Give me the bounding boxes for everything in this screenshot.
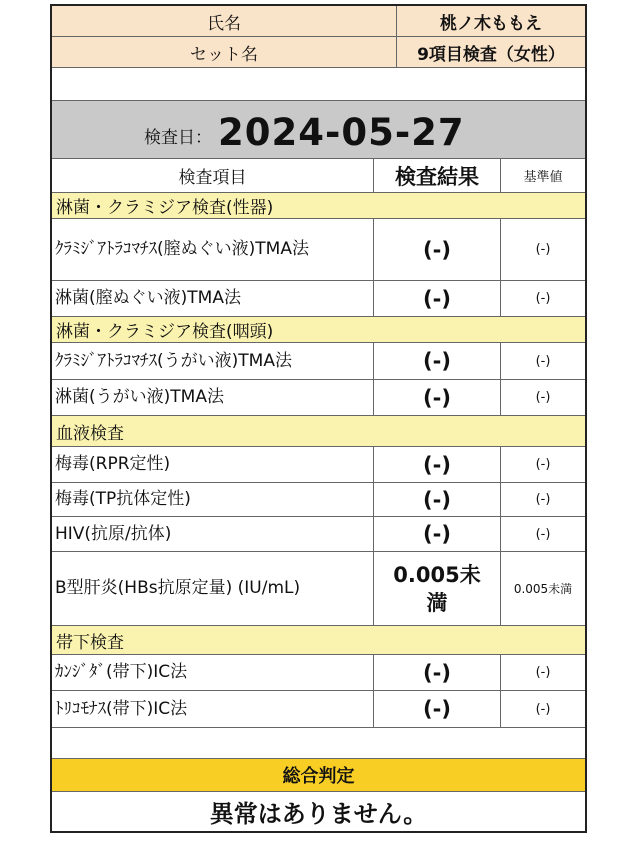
spacer-row [52, 68, 585, 101]
reference-value: (-) [535, 701, 551, 717]
section-header [52, 416, 585, 447]
reference-value: (-) [535, 526, 551, 542]
test-item: 梅毒(TP抗体定性) [52, 483, 374, 516]
table-row [52, 552, 585, 626]
section-title: 血液検査 [56, 423, 124, 444]
test-item: ｸﾗﾐｼﾞｱﾄﾗｺﾏﾁｽ(膣ぬぐい液)TMA法 [52, 219, 374, 280]
reference-value: 0.005未満 [513, 582, 573, 596]
table-row [52, 380, 585, 416]
column-result: 検査結果 [374, 159, 501, 192]
test-result: 0.005未満 [374, 552, 501, 625]
spacer-row [52, 728, 585, 759]
exam-date-row [52, 101, 585, 159]
test-result: (-) [374, 517, 501, 551]
name-row [52, 6, 585, 37]
test-item: 淋菌(膣ぬぐい液)TMA法 [52, 281, 374, 316]
column-reference: 基準値 [523, 170, 563, 185]
reference-value: (-) [535, 291, 551, 306]
test-item: ｶﾝｼﾞﾀﾞ(帯下)IC法 [52, 655, 374, 690]
table-row [52, 691, 585, 728]
column-header-row [52, 159, 585, 193]
test-result: (-) [374, 655, 501, 690]
test-result: (-) [374, 691, 501, 727]
set-row [52, 37, 585, 68]
section-header [52, 626, 585, 655]
exam-date-value: 2024-05-27 [218, 111, 465, 154]
section-title: 帯下検査 [56, 632, 124, 653]
test-result: (-) [374, 447, 501, 482]
verdict-value: 異常はありません。 [209, 800, 428, 828]
section-header [52, 193, 585, 219]
table-row [52, 483, 585, 517]
set-label: セット名 [52, 37, 397, 67]
table-row [52, 281, 585, 317]
reference-value: (-) [535, 492, 551, 507]
table-row [52, 447, 585, 483]
test-item: HIV(抗原/抗体) [52, 517, 374, 551]
test-item: B型肝炎(HBs抗原定量) (IU/mL) [52, 552, 374, 625]
verdict-label: 総合判定 [52, 759, 585, 791]
test-result-sheet [50, 4, 587, 833]
column-item: 検査項目 [52, 159, 374, 192]
test-item: 梅毒(RPR定性) [52, 447, 374, 482]
verdict-row [52, 792, 585, 831]
section-title: 淋菌・クラミジア検査(咽頭) [56, 322, 274, 342]
test-item: ﾄﾘｺﾓﾅｽ(帯下)IC法 [52, 691, 374, 727]
table-row [52, 655, 585, 691]
reference-value: (-) [535, 242, 551, 257]
test-result: (-) [374, 380, 501, 415]
table-row [52, 343, 585, 380]
table-row [52, 219, 585, 281]
reference-value: (-) [535, 665, 551, 680]
section-title: 淋菌・クラミジア検査(性器) [56, 198, 274, 218]
name-value: 桃ノ木ももえ [397, 6, 585, 36]
table-row [52, 517, 585, 552]
section-header [52, 317, 585, 343]
test-result: (-) [374, 343, 501, 379]
test-result: (-) [374, 219, 501, 280]
test-item: ｸﾗﾐｼﾞｱﾄﾗｺﾏﾁｽ(うがい液)TMA法 [52, 343, 374, 379]
exam-date-label: 検査日： [144, 128, 212, 148]
reference-value: (-) [535, 353, 551, 369]
name-label: 氏名 [52, 6, 397, 36]
test-item: 淋菌(うがい液)TMA法 [52, 380, 374, 415]
reference-value: (-) [535, 390, 551, 405]
test-result: (-) [374, 281, 501, 316]
verdict-header-row [52, 759, 585, 792]
reference-value: (-) [535, 457, 551, 472]
test-result: (-) [374, 483, 501, 516]
set-value: 9項目検査（女性） [397, 37, 585, 67]
